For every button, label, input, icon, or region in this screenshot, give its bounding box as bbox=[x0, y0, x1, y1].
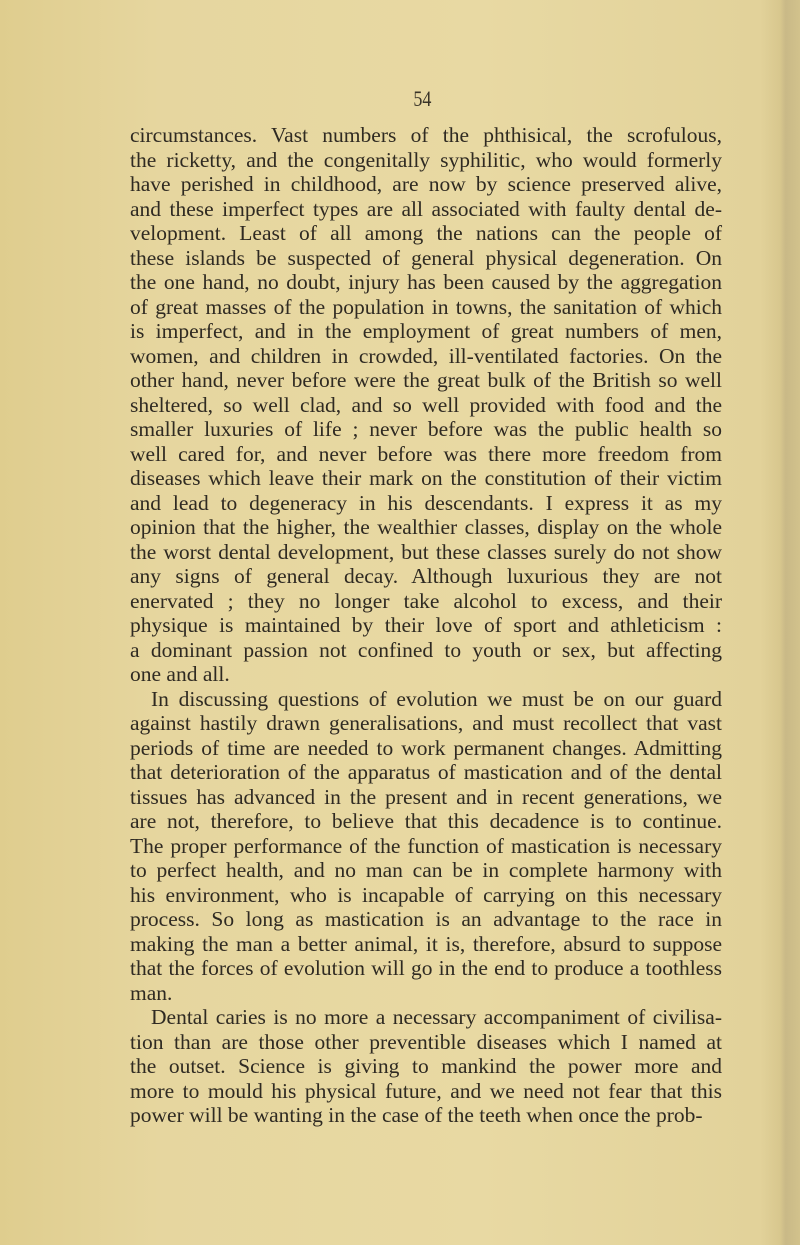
paragraph bbox=[130, 123, 722, 687]
text-line: his environment, who is incapable of carrying on this necessary bbox=[130, 882, 722, 907]
text-line: enervated ; they no longer take alcohol to excess, and their bbox=[130, 588, 722, 613]
text-line: have perished in childhood, are now by science preserved alive, bbox=[130, 172, 722, 196]
text-line: man. bbox=[130, 980, 173, 1005]
text-line: are not, therefore, to believe that this decadence is to continue. bbox=[130, 809, 722, 833]
text-line: Dental caries is no more a necessary accompaniment of civilisa- bbox=[151, 1005, 722, 1029]
text-line: smaller luxuries of life ; never before was the public health so bbox=[130, 417, 722, 441]
text-line: that the forces of evolution will go in the end to produce a toothless bbox=[130, 956, 722, 980]
paragraph bbox=[130, 687, 722, 1006]
text-line: process. So long as mastication is an advantage to the race in bbox=[130, 907, 722, 931]
text-line: circumstances. Vast numbers of the phthisical, the scrofulous, bbox=[130, 123, 722, 147]
page-number: 54 bbox=[413, 86, 432, 111]
text-line: the one hand, no doubt, injury has been caused by the aggregation bbox=[130, 270, 722, 294]
text-line: tion than are those other preventible diseases which I named at bbox=[130, 1029, 722, 1054]
paragraph bbox=[130, 1005, 722, 1128]
text-line: the ricketty, and the congenitally syphilitic, who would formerly bbox=[130, 147, 722, 172]
text-line: sheltered, so well clad, and so well provided with food and the bbox=[130, 392, 722, 417]
text-line: of great masses of the population in towns, the sanitation of which bbox=[130, 294, 722, 319]
text-line: In discussing questions of evolution we must be on our guard bbox=[151, 686, 722, 711]
text-line: more to mould his physical future, and we need not fear that this bbox=[130, 1078, 722, 1103]
body-text bbox=[130, 123, 722, 1128]
text-line: any signs of general decay. Although luxurious they are not bbox=[130, 564, 722, 588]
text-line: other hand, never before were the great bulk of the British so well bbox=[130, 368, 722, 392]
text-line: physique is maintained by their love of sport and athleticism : bbox=[130, 613, 722, 637]
text-line: against hastily drawn generalisations, and must recollect that vast bbox=[130, 711, 722, 735]
text-line: tissues has advanced in the present and in recent generations, we bbox=[130, 784, 722, 809]
text-line: and lead to degeneracy in his descendants. I express it as my bbox=[130, 490, 722, 515]
text-line: making the man a better animal, it is, therefore, absurd to suppose bbox=[130, 931, 722, 956]
text-line: and these imperfect types are all associated with faulty dental de- bbox=[130, 196, 722, 221]
text-line: one and all. bbox=[130, 662, 230, 686]
text-line: the outset. Science is giving to mankind the power more and bbox=[130, 1054, 722, 1078]
text-line: well cared for, and never before was there more freedom from bbox=[130, 441, 722, 466]
text-line: the worst dental development, but these classes surely do not show bbox=[130, 539, 722, 564]
text-line: The proper performance of the function of mastication is necessary bbox=[130, 833, 722, 858]
text-line: opinion that the higher, the wealthier classes, display on the whole bbox=[130, 515, 722, 539]
text-line: power will be wanting in the case of the teeth when once the prob- bbox=[130, 1103, 703, 1127]
text-line: periods of time are needed to work permanent changes. Admitting bbox=[130, 735, 722, 760]
text-line: is imperfect, and in the employment of great numbers of men, bbox=[130, 319, 722, 343]
text-line: diseases which leave their mark on the constitution of their victim bbox=[130, 466, 722, 490]
text-line: a dominant passion not confined to youth or sex, but affecting bbox=[130, 637, 722, 662]
text-line: these islands be suspected of general physical degeneration. On bbox=[130, 245, 722, 270]
text-line: to perfect health, and no man can be in complete harmony with bbox=[130, 858, 722, 882]
text-line: women, and children in crowded, ill-ventilated factories. On the bbox=[130, 343, 722, 368]
text-line: that deterioration of the apparatus of mastication and of the dental bbox=[130, 760, 722, 784]
text-line: velopment. Least of all among the nations can the people of bbox=[130, 221, 722, 245]
